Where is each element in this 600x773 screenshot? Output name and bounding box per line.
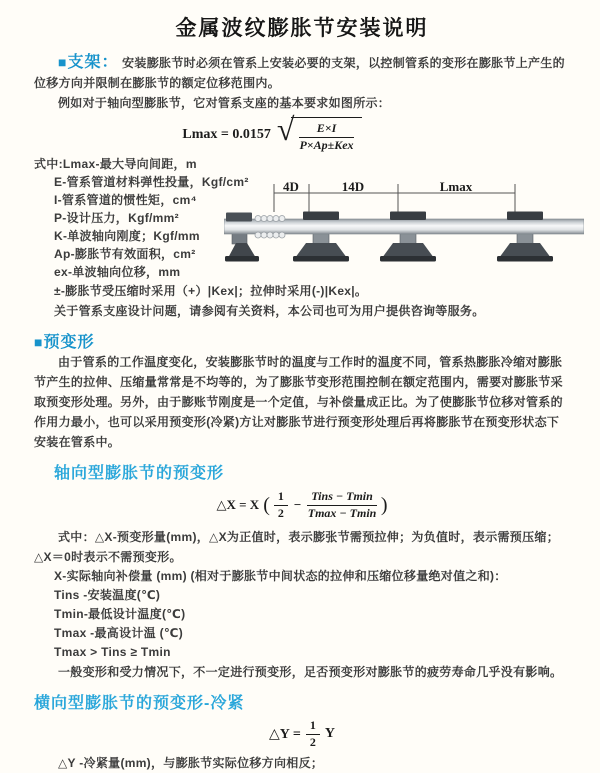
page-title: 金属波纹膨胀节安装说明 (175, 17, 429, 40)
anchor-support (225, 233, 259, 262)
pipe-support (293, 233, 349, 262)
support-clamp (507, 212, 543, 221)
fraction-half (274, 490, 288, 521)
axial-definitions (34, 567, 570, 662)
fraction-denominator: Tmax − Tmin (307, 505, 377, 520)
lmax-formula (34, 111, 510, 153)
dimension-lines (274, 184, 515, 212)
definition-line: E-管系管道材料弹性投量，Kgf/cm² (54, 175, 249, 189)
fraction-denominator: 2 (277, 505, 284, 520)
axial-formula-explanation: 式中：△X-预变形量(mm)，△X为正值时，表示膨张节需预拉伸；为负值时，表示需预压缩；△X＝0时表示不需预变形。 (34, 530, 559, 564)
dim-label-4d: 4D (283, 181, 299, 194)
section-square-icon: ■ (58, 54, 68, 70)
preform-heading-label: 预变形 (43, 334, 95, 351)
axial-note: 一般变形和受力情况下，不一定进行预变形，足否预变形对膨胀节的疲劳寿命几乎没有影响。 (58, 665, 563, 679)
formula-lhs: △Y = (269, 726, 301, 742)
support-intro-paragraph (34, 52, 570, 93)
dim-label-14d: 14D (341, 181, 365, 194)
definition-line: X-实际轴向补偿量 (mm) (相对于膨胀节中间状态的拉伸和压缩位移量绝对值之和)： (54, 569, 507, 583)
formula-lhs: △X = X (216, 497, 260, 512)
definition-line: Tmin-最低设计温度(℃) (54, 607, 186, 621)
fraction-half (306, 719, 320, 750)
temperature-fraction (307, 490, 377, 521)
fraction-numerator: 1 (274, 490, 288, 506)
formula-lhs: Lmax = 0.0157 (182, 127, 271, 142)
dim-label-lmax: Lmax (439, 181, 473, 194)
fraction-denominator: P×Ap±Kex (299, 138, 354, 152)
fraction-denominator: 2 (309, 734, 316, 749)
pipe (224, 219, 584, 234)
fraction (299, 122, 353, 153)
pipe-support-diagram (224, 181, 584, 281)
minus-sign: − (293, 497, 302, 512)
formula-definitions-region (34, 155, 570, 321)
fraction-numerator: E×I (299, 122, 353, 138)
service-note: 关于管系支座设计问题，请参阅有关资料，本公司也可为用户提供咨询等服务。 (54, 304, 485, 318)
axial-preform-heading: 轴向型膨胀节的预变形 (54, 465, 225, 482)
open-paren: ( (263, 494, 270, 516)
definition-line: Tins -安装温度(℃) (54, 588, 161, 602)
axial-preform-formula (34, 485, 570, 525)
lateral-preform-heading: 横向型膨胀节的预变形-冷紧 (34, 695, 245, 712)
fraction-numerator: Tins − Tmin (307, 490, 377, 506)
support-intro-text: 安装膨胀节时必须在管系上安装必要的支架，以控制管系的变形在膨胀节上产生的位移方向并限制在膨胀节的额定位移范围内。 (34, 56, 565, 90)
definition-line: I-管系管道的惯性矩，cm⁴ (54, 193, 197, 207)
definition-line: P-设计压力，Kgf/mm² (54, 211, 179, 225)
lateral-note: △Y -冷紧量(mm)，与膨胀节实际位移方向相反； (58, 756, 324, 770)
radical-sign: √ (276, 111, 295, 148)
support-example-line: 例如对于轴向型膨胀节，它对管系支座的基本要求如图所示： (58, 96, 391, 110)
definition-line: K-单波轴向刚度；Kgf/mm (54, 229, 200, 243)
support-section-heading (58, 54, 118, 71)
square-root (276, 111, 362, 153)
definition-line: Tmax > Tins ≥ Tmin (54, 645, 171, 659)
lateral-preform-formula (34, 717, 570, 751)
fraction-numerator: 1 (306, 719, 320, 735)
formula-rhs: Y (324, 726, 335, 741)
close-paren: ) (380, 494, 388, 516)
definition-line: Tmax -最高设计温 (℃) (54, 626, 184, 640)
radical-body (291, 117, 361, 153)
support-clamp (303, 212, 339, 221)
anchor-clamp (226, 213, 252, 222)
support-clamp (390, 212, 426, 221)
preform-section-heading (34, 329, 570, 352)
pipe-support (380, 233, 436, 262)
support-heading-label: 支架： (67, 54, 119, 71)
section-square-icon: ■ (34, 334, 44, 350)
definition-line: Ap-膨胀节有效面积，cm² (54, 247, 196, 261)
definition-line: 式中:Lmax-最大导向间距，m (34, 157, 197, 171)
definition-line: ±-膨胀节受压缩时采用（+）|Kex|；拉伸时采用(-)|Kex|。 (54, 284, 368, 298)
preform-body-paragraph: 由于管系的工作温度变化，安装膨胀节时的温度与工作时的温度不同，管系热膨胀冷缩对膨胀节产生的拉伸、压缩量常常是不均等的，为了膨胀节变形范围控制在额定范围内，需要对膨胀节采取预变形处理。另外，由于膨账节刚度是一个定值，与补偿量成正比。为了使膨胀节位移对管系的作用力最小，也可以采用预变形(冷紧)方让对膨胀节进行预变形处理后再将膨胀节在预变形状态下安装在管系中。 (34, 355, 563, 449)
pipe-support (497, 233, 553, 262)
definition-line: ex-单波轴向位移，mm (54, 265, 181, 279)
